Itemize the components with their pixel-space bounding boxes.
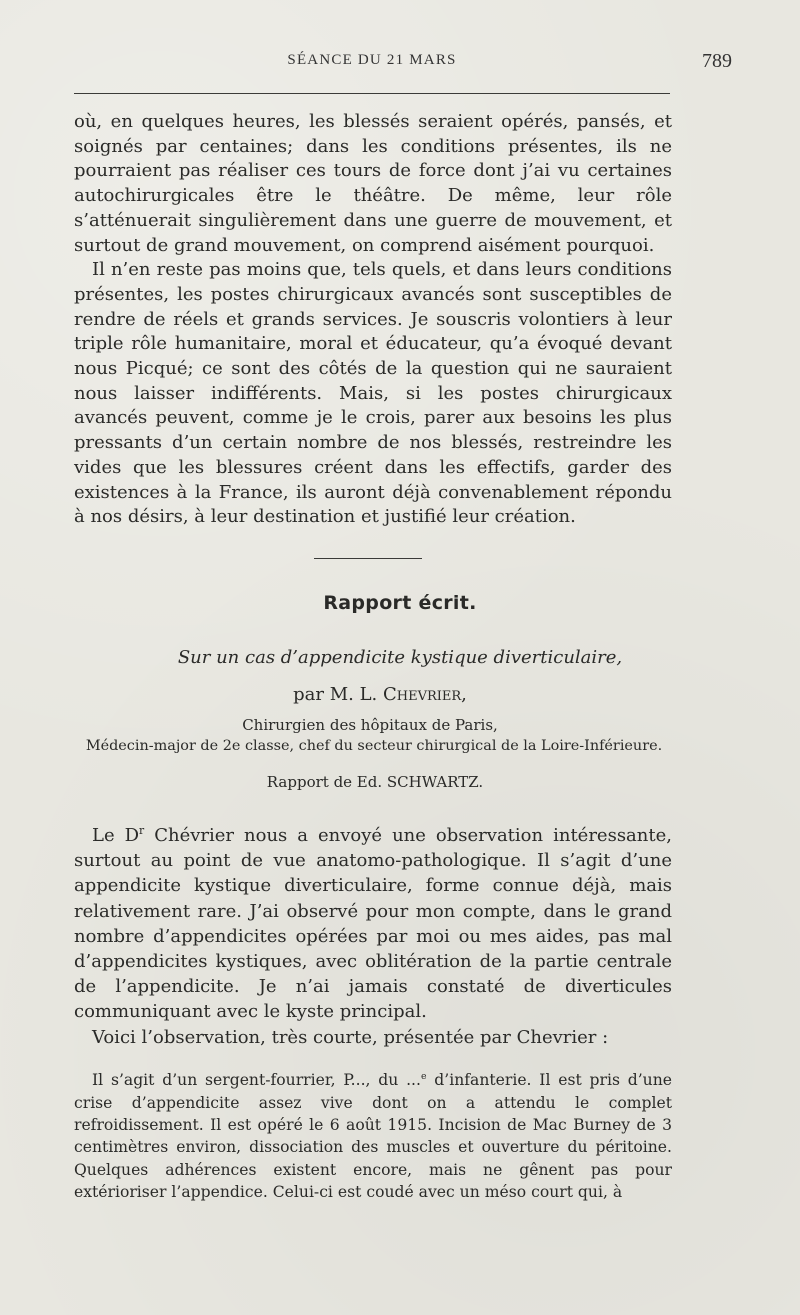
section-separator xyxy=(314,558,422,559)
header-rule xyxy=(74,93,670,94)
superscript: e xyxy=(420,1071,427,1082)
paragraph xyxy=(74,1066,672,1204)
page-header xyxy=(74,50,732,78)
author-affiliation: Chirurgien des hôpitaux de Paris, xyxy=(242,716,498,734)
report-text xyxy=(74,818,672,1050)
paragraph: Il n’en reste pas moins que, tels quels, et dans leurs conditions présentes, les postes chirurgicaux avancés sont susceptibles de rendre de réels et grands services. Je souscris volontiers à leur triple rôle humanitaire, moral et éducateur, qu’a évoqué devant nous Picqué; ce sont des côtés de la question qui ne sauraient nous laisser indifférents. Mais, si les postes chirurgicaux avancés peuvent, comme je le crois, parer aux besoins les plus pressants d’un certain nombre de nos blessés, restreindre les vides que les blessures créent dans les effectifs, garder des existences à la France, ils auront déjà convenablement répondu à nos désirs, à leur destination et justifié leur création. xyxy=(74,259,672,528)
report-reporter: Rapport de Ed. SCHWARTZ. xyxy=(266,773,484,791)
running-title: SÉANCE DU 21 MARS xyxy=(287,52,457,68)
observation-text xyxy=(74,1066,672,1204)
paragraph-lead: Le D xyxy=(92,825,140,846)
report-subtitle: Sur un cas d’appendicite kystique diverticulaire, xyxy=(177,647,623,668)
observation-lead: Il s’agit d’un sergent-fourrier, P..., du ... xyxy=(92,1071,421,1090)
paragraph: Voici l’observation, très courte, présentée par Chevrier : xyxy=(92,1026,609,1048)
observation-rest: d’infanterie. Il est pris d’une crise d’appendicite assez vive dont on a attendu le complet refroidissement. Il est opéré le 6 août 1915. Incision de Mac Burney de 3 centimètres environ, dissociation des muscles et ouverture du péritoine. Quelques adhérences existent encore, mais ne gênent pas pour extérioriser l’appendice. Celui-ci est coudé avec un méso court qui, à xyxy=(74,1071,672,1202)
paragraph-rest: Chévrier nous a envoyé une observation intéressante, surtout au point de vue anatomo-pathologique. Il s’agit d’une appendicite kystique diverticulaire, forme connue déjà, mais relativement rare. J’ai observé pour mon compte, dans le grand nombre d’appendicites opérées par moi ou mes aides, pas mal d’appendicites kystiques, avec oblitération de la partie centrale de l’appendicite. Je n’ai jamais constaté de diverticules communiquant avec le kyste principal. xyxy=(74,825,672,1023)
top-text xyxy=(74,110,672,530)
paragraph: où, en quelques heures, les blessés seraient opérés, pansés, et soignés par centaines; dans les conditions présentes, ils ne pourraient pas réaliser ces tours de force dont j’ai vu certaines autochirurgicales être le théâtre. De même, leur rôle s’atténuerait singulièrement dans une guerre de mouvement, et surtout de grand mouvement, on comprend aisément pourquoi. xyxy=(74,111,672,256)
author-prefix: par M. L. xyxy=(293,684,383,705)
paragraph xyxy=(74,818,672,1025)
report-heading: Rapport écrit. xyxy=(323,592,477,614)
page-number: 789 xyxy=(702,50,732,72)
author-affiliation-secondary: Médecin-major de 2e classe, chef du secteur chirurgical de la Loire-Inférieure. xyxy=(85,738,663,754)
author-name: Chevrier, xyxy=(382,684,467,705)
superscript: r xyxy=(139,824,145,837)
report-author xyxy=(0,684,760,705)
